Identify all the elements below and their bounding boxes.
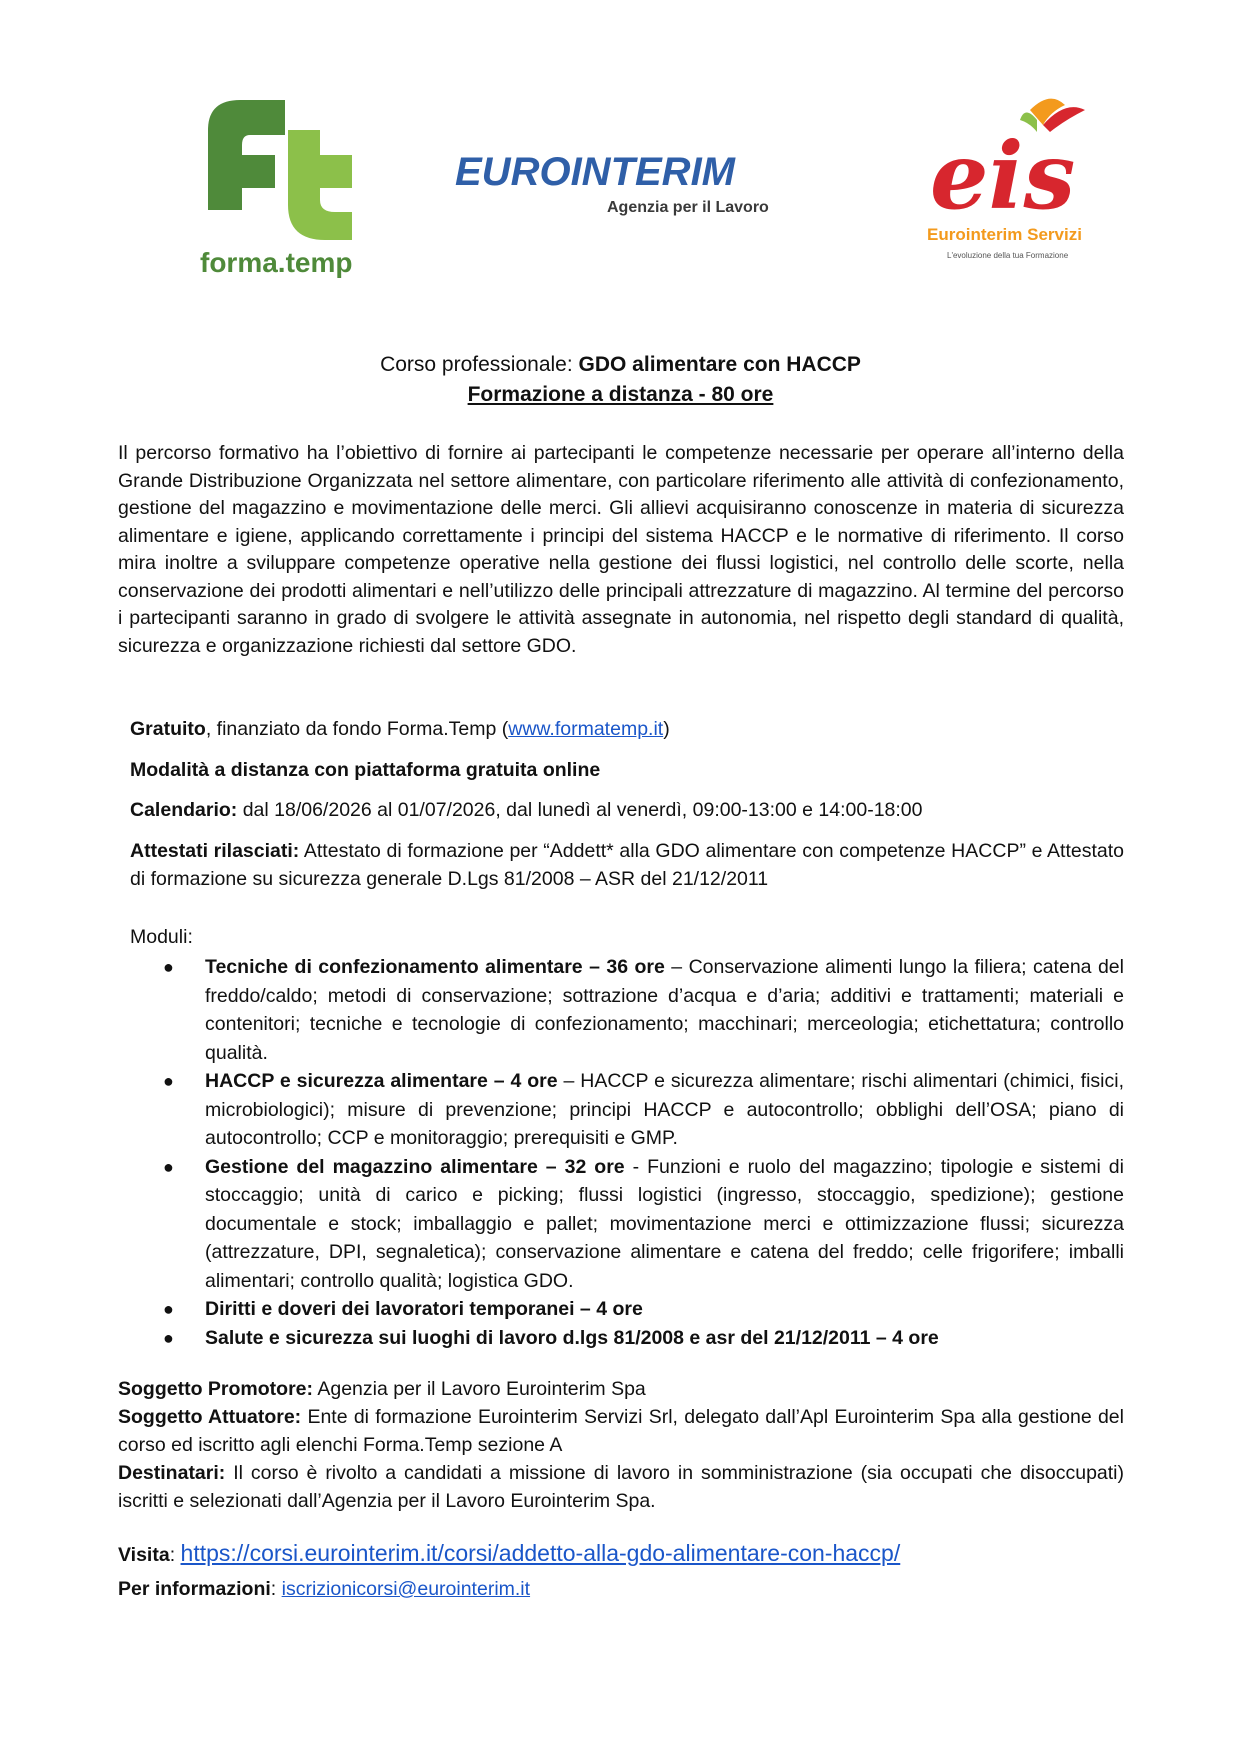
course-name: GDO alimentare con HACCP bbox=[578, 353, 861, 376]
modules-list bbox=[163, 953, 1124, 1352]
list-item: ● Gestione del magazzino alimentare – 32 ore - Funzioni e ruolo del magazzino; tipologie e sistemi di stoccaggio; unità di carico e picking; flussi logistici (ingresso, stoccaggio, spedizione); gestione documentale e stock; imballaggio e pallet; movimentazione merci e ottimizzazione flussi; sicurezza (attrezzature, DPI, segnaletica); conservazione alimentare e catena del freddo; celle frigorifere; imballi alimentari; controllo qualità; logistica GDO. bbox=[163, 1155, 1124, 1292]
list-item: ● Tecniche di confezionamento alimentare – 36 ore – Conservazione alimenti lungo la filiera; catena del freddo/caldo; metodi di conservazione; sottrazione d’acqua e d’aria; additivi e trattamenti; materiali e contenitori; tecniche e tecnologie di confezionamento; macchinari; merceologia; etichettatura; controllo qualità. bbox=[163, 956, 1124, 1064]
list-item: ● Diritti e doveri dei lavoratori temporanei – 4 ore bbox=[163, 1298, 643, 1320]
course-page-link[interactable]: https://corsi.eurointerim.it/corsi/addetto-alla-gdo-alimentare-con-haccp/ bbox=[180, 1540, 901, 1566]
formatemp-link[interactable]: www.formatemp.it bbox=[508, 718, 664, 740]
list-item: ● HACCP e sicurezza alimentare – 4 ore – HACCP e sicurezza alimentare; rischi alimentari (chimici, fisici, microbiologici); misure di prevenzione; principi HACCP e autocontrollo; obblighi dell’OSA; piano di autocontrollo; CCP e monitoraggio; prerequisiti e GMP. bbox=[163, 1070, 1124, 1149]
implementer-line: Soggetto Attuatore: Ente di formazione Eurointerim Servizi Srl, delegato dall’Apl Eurointerim Spa alla gestione del corso ed iscritto agli elenchi Forma.Temp sezione A bbox=[118, 1406, 1124, 1456]
eurointerim-logo bbox=[455, 140, 785, 220]
page-title: Corso professionale: GDO alimentare con HACCP bbox=[380, 353, 861, 376]
eis-tagline: L'evoluzione della tua Formazione bbox=[947, 251, 1069, 260]
recipients-line: Destinatari: Il corso è rivolto a candidati a missione di lavoro in somministrazione (sia occupati che disoccupati) iscritti e selezionati dall’Agenzia per il Lavoro Eurointerim Spa. bbox=[118, 1462, 1124, 1512]
eurointerim-tagline: Agenzia per il Lavoro bbox=[607, 199, 769, 216]
funding-line: Gratuito, finanziato da fondo Forma.Temp (www.formatemp.it) bbox=[130, 718, 670, 740]
logo-header bbox=[0, 0, 1241, 290]
info-line: Per informazioni: iscrizionicorsi@eurointerim.it bbox=[118, 1578, 531, 1600]
mode-line: Modalità a distanza con piattaforma gratuita online bbox=[130, 759, 601, 781]
promoter-line: Soggetto Promotore: Agenzia per il Lavoro Eurointerim Spa bbox=[118, 1378, 646, 1400]
calendar-line: Calendario: dal 18/06/2026 al 01/07/2026, dal lunedì al venerdì, 09:00-13:00 e 14:00-18:00 bbox=[130, 799, 923, 821]
intro-paragraph: Il percorso formativo ha l’obiettivo di fornire ai partecipanti le competenze necessarie per operare all’interno della Grande Distribuzione Organizzata nel settore alimentare, con particolare riferimento alle attività di confezionamento, gestione del magazzino e movimentazione delle merci. Gli allievi acquisiranno conoscenze in materia di sicurezza alimentare e igiene, applicando correttamente i principi del sistema HACCP e le normative di riferimento. Il corso mira inoltre a sviluppare competenze operative nella gestione dei flussi logistici, nel controllo delle scorte, nella conservazione dei prodotti alimentari e nell’utilizzo delle principali attrezzature di magazzino. Al termine del percorso i partecipanti saranno in grado di svolgere le attività assegnate in autonomia, nel rispetto degli standard di qualità, sicurezza e organizzazione richiesti dal settore GDO. bbox=[118, 442, 1124, 657]
email-link[interactable]: iscrizionicorsi@eurointerim.it bbox=[281, 1578, 531, 1600]
eis-wordmark: eis bbox=[930, 122, 1076, 230]
course-title-block bbox=[0, 350, 1241, 410]
certificates-line: Attestati rilasciati: Attestato di formazione per “Addett* alla GDO alimentare con competenze HACCP” e Attestato di formazione su sicurezza generale D.Lgs 81/2008 – ASR del 21/12/2011 bbox=[130, 840, 1124, 890]
eurointerim-wordmark: EUROINTERIM bbox=[455, 150, 735, 194]
list-item: ● Salute e sicurezza sui luoghi di lavoro d.lgs 81/2008 e asr del 21/12/2011 – 4 ore bbox=[163, 1326, 939, 1349]
modules-label: Moduli: bbox=[130, 926, 193, 948]
eis-company-name: Eurointerim Servizi bbox=[927, 225, 1082, 244]
eis-logo bbox=[925, 90, 1110, 265]
forma-temp-logo bbox=[190, 90, 360, 285]
visit-line: Visita: https://corsi.eurointerim.it/corsi/addetto-alla-gdo-alimentare-con-haccp/ bbox=[118, 1540, 901, 1566]
page-subtitle: Formazione a distanza - 80 ore bbox=[467, 383, 774, 406]
forma-temp-wordmark: forma.temp bbox=[200, 247, 353, 278]
